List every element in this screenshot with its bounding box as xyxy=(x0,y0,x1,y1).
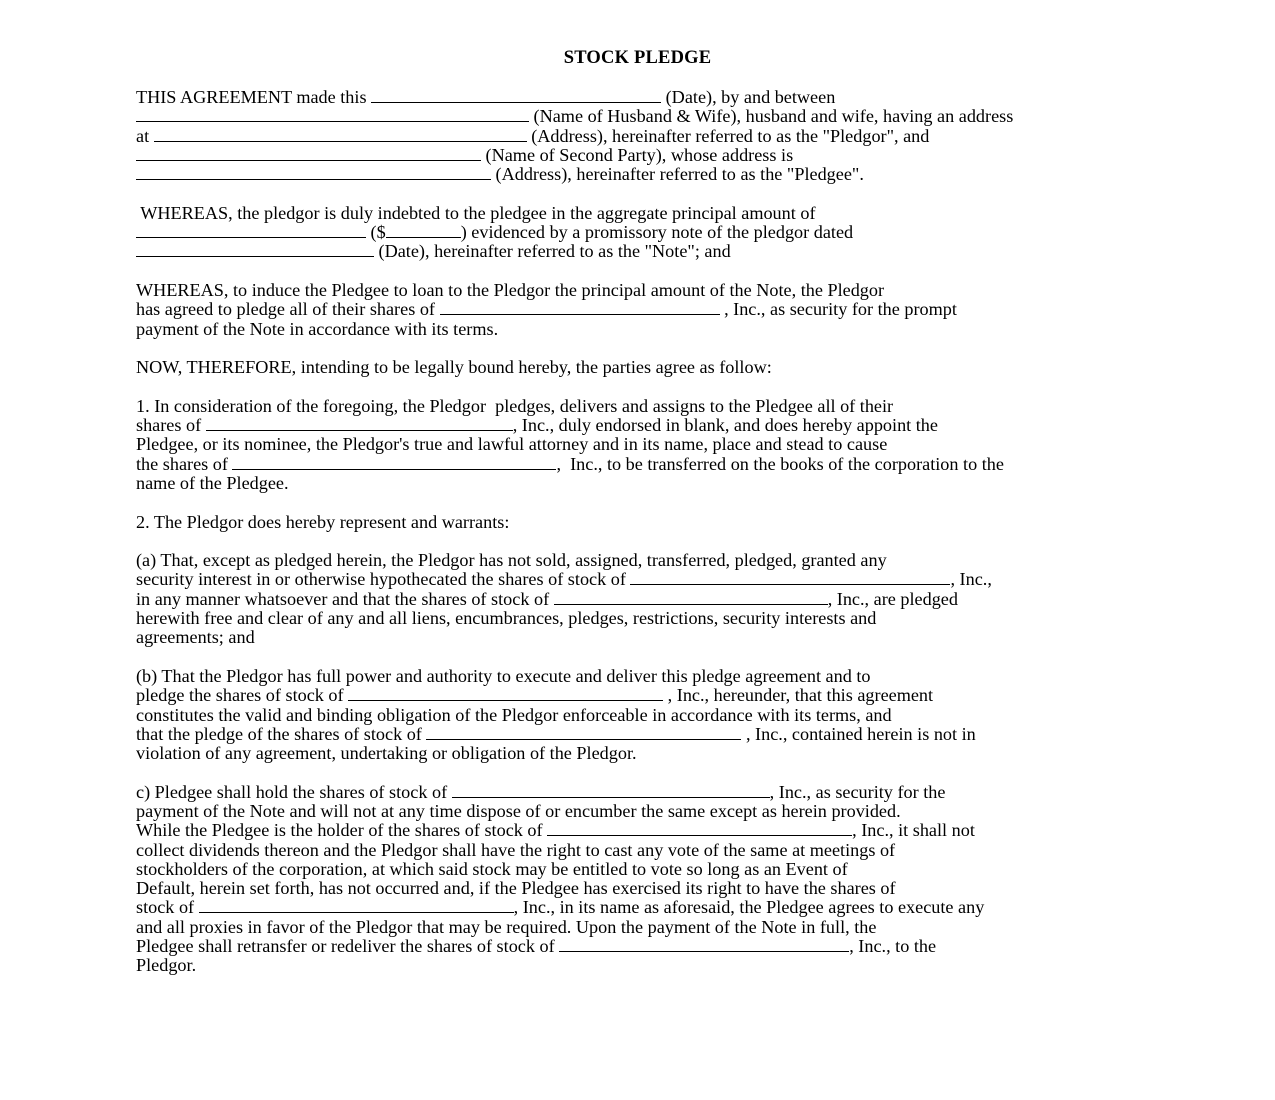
line-text: has agreed to pledge all of their shares of xyxy=(136,299,440,320)
line-text: 1. In consideration of the foregoing, the Pledgor pledges, delivers and assigns to the Pledgee all of their xyxy=(136,395,894,416)
line-text: security interest in or otherwise hypothecated the shares of stock of xyxy=(136,569,631,590)
text-line xyxy=(136,956,1216,975)
paragraph-preamble xyxy=(136,88,1216,184)
line-text: at xyxy=(136,125,154,146)
line-text: (Name of Second Party), whose address is xyxy=(481,144,794,165)
text-line xyxy=(136,204,1216,223)
fill-in-blank[interactable] xyxy=(371,88,661,103)
line-text: constitutes the valid and binding obligation of the Pledgor enforceable in accordance with its terms, and xyxy=(136,704,892,725)
paragraph-whereas-2 xyxy=(136,281,1216,339)
fill-in-blank[interactable] xyxy=(554,590,828,605)
text-line xyxy=(136,320,1216,339)
line-text: Pledgee shall retransfer or redeliver the shares of stock of xyxy=(136,936,560,957)
text-line xyxy=(136,879,1216,898)
text-line xyxy=(136,281,1216,300)
line-text: (Address), hereinafter referred to as the "Pledgee". xyxy=(491,164,864,185)
line-text: , Inc., to be transferred on the books of the corporation to the xyxy=(556,453,1004,474)
line-text: shares of xyxy=(136,415,206,436)
line-text: (Date), hereinafter referred to as the "Note"; and xyxy=(374,241,731,262)
line-text: THIS AGREEMENT made this xyxy=(136,87,372,107)
line-text: , Inc., as security for the xyxy=(769,781,946,802)
line-text: , Inc., in its name as aforesaid, the Pledgee agrees to execute any xyxy=(513,897,985,918)
line-text: agreements; and xyxy=(136,627,255,648)
text-line xyxy=(136,725,1216,744)
line-text: Pledgee, or its nominee, the Pledgor's true and lawful attorney and in its name, place and stead to cause xyxy=(136,434,888,455)
text-line xyxy=(136,416,1216,435)
text-line xyxy=(136,841,1216,860)
text-line xyxy=(136,686,1216,705)
text-line xyxy=(136,165,1216,184)
text-line xyxy=(136,667,1216,686)
line-text: , Inc., are pledged xyxy=(827,588,958,609)
line-text: pledge the shares of stock of xyxy=(136,685,349,706)
line-text: , Inc., contained herein is not in xyxy=(741,723,976,744)
paragraph-section-2b xyxy=(136,667,1216,763)
line-text: c) Pledgee shall hold the shares of stock of xyxy=(136,781,452,802)
text-line xyxy=(136,802,1216,821)
text-line xyxy=(136,300,1216,319)
text-line xyxy=(136,146,1216,165)
text-line xyxy=(136,744,1216,763)
line-text: ) evidenced by a promissory note of the pledgor dated xyxy=(460,222,854,243)
text-line xyxy=(136,397,1216,416)
line-text: payment of the Note in accordance with its terms. xyxy=(136,318,499,339)
text-line xyxy=(136,242,1216,261)
line-text: herewith free and clear of any and all liens, encumbrances, pledges, restrictions, security interests and xyxy=(136,608,877,629)
line-text: Pledgor. xyxy=(136,955,197,976)
text-line xyxy=(136,88,1216,107)
line-text: , Inc., hereunder, that this agreement xyxy=(663,685,934,706)
fill-in-blank[interactable] xyxy=(136,165,491,180)
text-line xyxy=(136,455,1216,474)
line-text: that the pledge of the shares of stock of xyxy=(136,723,427,744)
text-line xyxy=(136,474,1216,493)
text-line xyxy=(136,860,1216,879)
line-text: and all proxies in favor of the Pledgor that may be required. Upon the payment of the Note in full, the xyxy=(136,916,877,937)
text-line xyxy=(136,127,1216,146)
line-text: stockholders of the corporation, at which said stock may be entitled to vote so long as an Event of xyxy=(136,858,848,879)
line-text: , Inc., to the xyxy=(849,936,937,957)
text-line xyxy=(136,821,1216,840)
line-text: (a) That, except as pledged herein, the Pledgor has not sold, assigned, transferred, pledged, granted any xyxy=(136,550,887,571)
line-text: payment of the Note and will not at any time dispose of or encumber the same except as herein provided. xyxy=(136,800,901,821)
text-line xyxy=(136,783,1216,802)
fill-in-blank[interactable] xyxy=(452,783,770,798)
fill-in-blank[interactable] xyxy=(154,127,527,142)
text-line xyxy=(136,918,1216,937)
text-line xyxy=(136,706,1216,725)
fill-in-blank[interactable] xyxy=(199,898,514,913)
text-line xyxy=(136,628,1216,647)
fill-in-blank[interactable] xyxy=(232,455,556,470)
line-text: the shares of xyxy=(136,453,233,474)
text-line xyxy=(136,435,1216,454)
line-text: (Name of Husband & Wife), husband and wife, having an address xyxy=(529,106,1014,127)
line-text: stock of xyxy=(136,897,199,918)
line-text: (Address), hereinafter referred to as the "Pledgor", and xyxy=(526,125,930,146)
line-text: collect dividends thereon and the Pledgor shall have the right to cast any vote of the same at meetings of xyxy=(136,839,896,860)
line-text: While the Pledgee is the holder of the shares of stock of xyxy=(136,820,548,841)
text-line xyxy=(136,551,1216,570)
line-text: name of the Pledgee. xyxy=(136,472,289,493)
fill-in-blank[interactable] xyxy=(440,300,720,315)
line-text: (Date), by and between xyxy=(661,87,836,107)
line-text: WHEREAS, the pledgor is duly indebted to the pledgee in the aggregate principal amount of xyxy=(136,202,816,223)
fill-in-blank[interactable] xyxy=(559,937,849,952)
fill-in-blank[interactable] xyxy=(386,223,461,238)
line-text: Default, herein set forth, has not occurred and, if the Pledgee has exercised its right to have the shares of xyxy=(136,878,896,899)
line-text: 2. The Pledgor does hereby represent and warrants: xyxy=(136,511,510,532)
fill-in-blank[interactable] xyxy=(348,686,663,701)
document-body xyxy=(136,88,1216,995)
text-line xyxy=(136,107,1216,126)
text-line xyxy=(136,898,1216,917)
fill-in-blank[interactable] xyxy=(547,821,852,836)
fill-in-blank[interactable] xyxy=(630,570,950,585)
text-line xyxy=(136,513,1216,532)
line-text: , Inc., xyxy=(950,569,992,590)
fill-in-blank[interactable] xyxy=(426,725,741,740)
paragraph-now-therefore xyxy=(136,358,1216,377)
text-line xyxy=(136,937,1216,956)
fill-in-blank[interactable] xyxy=(136,242,374,257)
fill-in-blank[interactable] xyxy=(136,107,529,122)
document-title: STOCK PLEDGE xyxy=(563,48,712,68)
line-text: , Inc., it shall not xyxy=(852,820,975,841)
fill-in-blank[interactable] xyxy=(206,416,513,431)
fill-in-blank[interactable] xyxy=(136,146,481,161)
paragraph-whereas-1 xyxy=(136,204,1216,262)
line-text: (b) That the Pledgor has full power and authority to execute and deliver this pledge agreement and to xyxy=(136,665,871,686)
line-text: violation of any agreement, undertaking or obligation of the Pledgor. xyxy=(136,743,637,764)
fill-in-blank[interactable] xyxy=(136,223,366,238)
text-line xyxy=(136,570,1216,589)
paragraph-section-1 xyxy=(136,397,1216,493)
text-line xyxy=(136,358,1216,377)
paragraph-section-2 xyxy=(136,513,1216,532)
line-text: WHEREAS, to induce the Pledgee to loan to the Pledgor the principal amount of the Note, the Pledgor xyxy=(136,279,885,300)
line-text: , Inc., duly endorsed in blank, and does hereby appoint the xyxy=(512,415,938,436)
paragraph-section-2a xyxy=(136,551,1216,647)
text-line xyxy=(136,590,1216,609)
text-line xyxy=(136,223,1216,242)
paragraph-section-2c xyxy=(136,783,1216,976)
line-text: , Inc., as security for the prompt xyxy=(719,299,957,320)
line-text: in any manner whatsoever and that the shares of stock of xyxy=(136,588,554,609)
line-text: NOW, THEREFORE, intending to be legally bound hereby, the parties agree as follow: xyxy=(136,357,772,378)
line-text: ($ xyxy=(366,222,386,243)
text-line xyxy=(136,609,1216,628)
